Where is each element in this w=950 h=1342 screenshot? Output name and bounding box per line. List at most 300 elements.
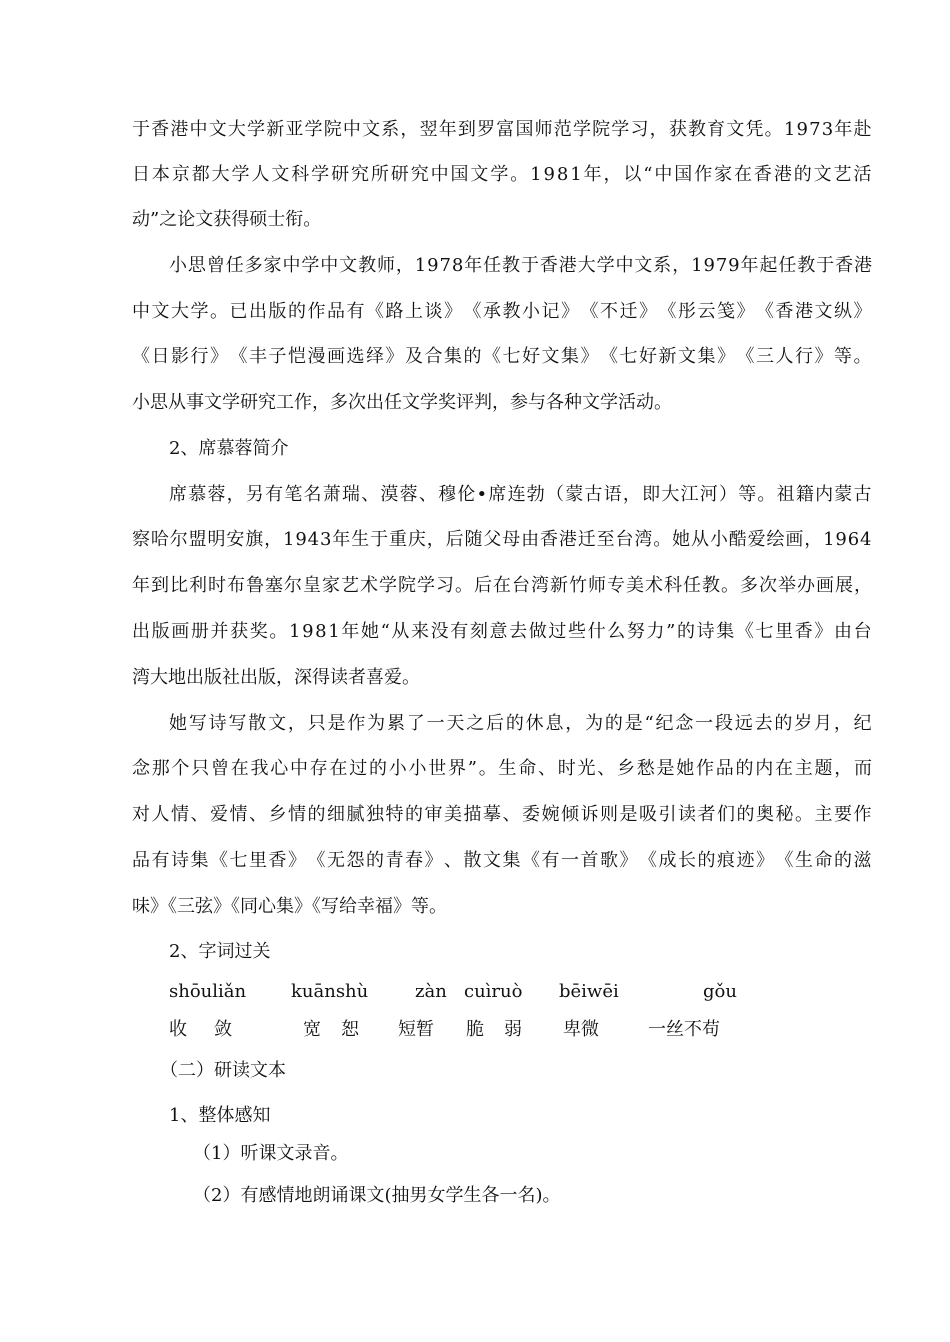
char: 小 [388,758,407,779]
char: 学 [311,164,330,185]
char: 8 [315,621,327,642]
char: 谈 [424,301,443,322]
char: 出 [249,301,267,322]
pinyin-shoulian: shōuliǎn [169,981,247,1002]
char: 的 [505,713,524,734]
char: 。 [510,164,529,185]
char: 》 [853,301,872,322]
char: 师 [588,575,606,596]
char: 港 [170,119,189,140]
char: 中 [189,119,208,140]
char: 吸 [639,804,657,825]
char: 诉 [580,804,599,825]
char: 在 [774,758,793,779]
char: 9 [295,529,307,550]
char: 年 [341,621,360,642]
char: 于 [132,119,150,140]
paragraph-2-line-2 [132,300,872,324]
char: 是 [624,713,643,734]
char: 奥 [756,804,774,825]
heading-text: 2、席慕蓉简介 [169,438,289,459]
char: 什 [587,621,606,642]
char: 大 [227,119,246,140]
char: 于 [370,529,389,550]
char: 描 [463,804,482,825]
char: “ [643,164,653,185]
char: 是 [656,758,675,779]
char: 母 [502,529,521,550]
char: 《 [483,346,501,367]
char: 中 [320,255,339,276]
char: 籍 [795,484,814,505]
char: 学 [596,255,615,276]
char: 以 [623,164,642,185]
char: 要 [834,804,852,825]
char: 成 [658,850,677,871]
char: 都 [191,164,210,185]
paragraph-1-line-1 [132,118,872,142]
paragraph-2-line-3 [132,345,872,369]
char: 院 [592,119,611,140]
char: 等 [834,346,852,367]
char: 获 [668,119,687,140]
char: 绎 [366,346,384,367]
char: 古 [584,484,603,505]
char: 9 [543,164,555,185]
char: 则 [600,804,618,825]
char: 学 [247,119,266,140]
char: 绘 [766,529,785,550]
char: 。 [721,575,739,596]
char: 迁 [619,301,638,322]
char: 有 [265,484,284,505]
char: 》 [717,346,735,367]
char: ， [395,255,414,276]
char: 作 [307,301,326,322]
char: 次 [759,575,777,596]
char: 漫 [307,346,326,367]
char: 1 [570,164,582,185]
char: 到 [457,119,476,140]
char: 、 [502,804,521,825]
char: 文 [814,301,833,322]
char: 萧 [322,484,341,505]
char: 一 [426,713,445,734]
char: ， [649,119,668,140]
char: 记 [541,301,560,322]
char: 即 [642,484,661,505]
paragraph-4-line-5 [132,895,872,919]
char: 多 [740,575,758,596]
char: 》 [580,346,599,367]
char: 文 [726,119,745,140]
char: 画 [785,529,804,550]
char: 明 [207,529,226,550]
char: 写 [188,713,207,734]
char: 天 [446,713,465,734]
char: 里 [775,621,794,642]
char: 《 [229,346,248,367]
char: 4 [860,529,872,550]
char: 集 [444,346,462,367]
char: 《 [736,346,755,367]
char: 港 [558,255,577,276]
char: 。 [764,119,783,140]
char: 、 [418,484,437,505]
char: 七 [755,621,774,642]
char: 里 [249,850,267,871]
char: 》 [385,346,404,367]
char: 1 [328,621,340,642]
char: 散 [248,713,267,734]
char: 岁 [794,713,813,734]
char: 细 [327,804,345,825]
char: 比 [170,575,188,596]
char: （ [546,484,564,505]
char: ， [833,713,852,734]
char: 》 [756,850,774,871]
char: 曾 [211,758,229,779]
char: 一 [695,713,714,734]
heading-text: （二）研读文本 [160,1060,286,1081]
char: 、 [190,804,209,825]
char: 中 [132,301,150,322]
char: 大 [661,484,680,505]
char: 文 [268,713,287,734]
hanzi-beiwei: 卑微 [563,1019,599,1040]
char: 系 [653,255,672,276]
char: 教 [502,301,521,322]
char: 册 [190,621,209,642]
char: 《 [580,301,599,322]
char: 塞 [265,575,283,596]
char: 。 [478,758,497,779]
heading-text: 2、字词过关 [169,941,271,962]
char: 上 [405,301,423,322]
char: 富 [496,119,515,140]
char: 那 [151,758,170,779]
char: 重 [388,529,407,550]
char: 台 [853,621,872,642]
char: 恺 [288,346,306,367]
char: 们 [717,804,735,825]
char: 文 [271,164,290,185]
char: 究 [410,164,429,185]
char: 念 [675,713,694,734]
char: 香 [753,164,772,185]
char: 席 [169,484,187,505]
char: ， [426,529,445,550]
char: 集 [190,850,209,871]
char: 彤 [678,301,696,322]
char: 教 [358,255,377,276]
char: 《 [658,301,677,322]
char: 承 [483,301,501,322]
char: 是 [619,804,638,825]
char: 痕 [717,850,735,871]
char: 瑞 [341,484,360,505]
vocab-hanzi-row [0,1018,950,1042]
step-2 [193,1184,893,1208]
char: 多 [244,255,263,276]
char: 出 [132,621,150,642]
section-heading-vocabulary [169,940,869,964]
char: 纪 [853,713,872,734]
char: 7 [809,119,821,140]
char: 鲁 [246,575,264,596]
char: 她 [360,621,379,642]
char: 年 [583,164,602,185]
char: 7 [439,255,451,276]
char: 作 [853,804,872,825]
char: 生 [498,758,517,779]
char: “ [380,621,390,642]
char: 《 [307,850,326,871]
char: 师 [534,119,553,140]
char: ， [804,529,823,550]
char: 》 [561,301,579,322]
char: 情 [229,804,248,825]
char: 怨 [346,850,365,871]
char: 1 [783,119,796,140]
char: 教 [687,119,706,140]
section-heading-overall [169,1104,869,1128]
char: 只 [307,713,326,734]
char: 命 [814,850,833,871]
hanzi-cui: 脆 [466,1019,484,1040]
char: 。 [210,301,228,322]
char: 于 [520,255,539,276]
char: 国 [450,164,469,185]
char: 湾 [634,529,653,550]
char: 选 [346,346,365,367]
char: 引 [658,804,677,825]
char: 亚 [285,119,304,140]
char: 行 [190,346,209,367]
char: 获 [230,621,249,642]
char: 小 [169,255,187,276]
char: 诗 [171,850,189,871]
char: 》 [639,301,657,322]
char: 香 [151,119,170,140]
char: 做 [528,621,547,642]
char: 月 [814,713,833,734]
char: 版 [151,621,170,642]
char: 日 [132,164,150,185]
char: 中 [290,758,308,779]
pinyin-kuanshu: kuānshù [291,981,369,1002]
char: 师 [376,255,395,276]
hanzi-kuan: 宽 [303,1019,321,1040]
hanzi-duanzan: 短暂 [398,1019,434,1040]
char: 七 [502,346,521,367]
hanzi-shou: 收 [169,1019,187,1040]
char: 活 [853,164,872,185]
char: 《 [132,346,150,367]
char: ， [672,255,691,276]
char: 江 [680,484,699,505]
char: 另 [245,484,264,505]
paragraph-3-line-5 [132,666,872,690]
section-heading-xi-murong [169,437,869,461]
char: 读 [678,804,696,825]
char: 去 [754,713,773,734]
char: 息 [545,713,564,734]
char: 独 [366,804,384,825]
char: 。 [653,529,672,550]
char: 大 [171,301,189,322]
step-1 [193,1142,893,1166]
paragraph-4-line-4 [132,849,872,873]
char: 影 [171,346,189,367]
char: 国 [674,164,693,185]
step-text: （2）有感情地朗诵课文(抽男女学生各一名)。 [193,1185,561,1206]
char: 子 [268,346,287,367]
char: 中 [615,255,634,276]
char: 翌 [419,119,438,140]
char: 她 [672,529,691,550]
char: 写 [228,713,247,734]
char: 青 [385,850,404,871]
paragraph-2-line-4 [132,391,872,415]
char: 滋 [853,850,872,871]
char: 些 [568,621,587,642]
paragraph-2-line-1 [169,254,872,278]
char: 范 [553,119,572,140]
char: 乡 [616,758,635,779]
char: 新 [658,346,677,367]
heading-text: 1、整体感知 [169,1105,271,1126]
char: 的 [366,850,384,871]
char: 术 [360,575,378,596]
char: 题 [814,758,833,779]
char: 段 [714,713,733,734]
char: 愁 [636,758,655,779]
char: 爱 [210,804,228,825]
char: 云 [697,301,716,322]
char: 学 [417,575,435,596]
char: 竹 [569,575,587,596]
char: 古 [853,484,872,505]
char: 育 [707,119,726,140]
char: 后 [486,713,504,734]
char: 主 [794,758,813,779]
char: 她 [169,713,187,734]
char: 9 [427,255,439,276]
char: 文 [151,301,170,322]
char: 凭 [745,119,764,140]
char: 教 [702,575,720,596]
char: 行 [795,346,813,367]
char: 美 [626,575,644,596]
char: 婉 [541,804,560,825]
pinyin-zan: zàn [415,981,447,1002]
char: 审 [424,804,443,825]
char: 学 [490,164,509,185]
char: 7 [715,255,728,276]
char: 9 [703,255,715,276]
char: 的 [676,621,695,642]
char: ， [400,119,419,140]
char: 腻 [346,804,365,825]
char: 作 [347,713,366,734]
hanzi-lian: 敛 [214,1019,232,1040]
char: 画 [327,346,345,367]
char: 小 [522,301,540,322]
char: 学 [379,575,397,596]
section-heading-reading [160,1059,860,1083]
char: 丰 [249,346,267,367]
char: 》 [424,850,443,871]
char: ， [287,713,306,734]
char: 在 [230,758,249,779]
char: 人 [775,346,794,367]
char: 之 [466,713,485,734]
char: 有 [450,621,469,642]
char: 学 [301,255,320,276]
char: 1 [414,255,427,276]
char: 1 [691,255,703,276]
hanzi-yisibugou: 一丝不苟 [648,1019,720,1040]
pinyin-gou: gǒu [703,981,737,1002]
char: 从 [391,621,410,642]
char: 情 [171,804,189,825]
char: 、 [249,804,267,825]
char: 品 [132,850,150,871]
char: 的 [463,346,482,367]
char: 《 [639,850,657,871]
char: 人 [251,164,270,185]
char: 察 [132,529,150,550]
char: 的 [369,758,387,779]
char: 习 [630,119,649,140]
char: 长 [678,850,696,871]
char: 8 [451,255,464,276]
char: 不 [600,301,618,322]
char: 《 [463,301,482,322]
char: 办 [797,575,815,596]
paragraph-3-line-4 [132,620,872,644]
char: 倾 [561,804,579,825]
char: 并 [210,621,229,642]
char: 港 [853,255,872,276]
char: 尔 [169,529,188,550]
char: 罗 [477,119,496,140]
paragraph-1-line-3 [132,208,872,232]
char: 三 [756,346,774,367]
paragraph-4-line-1 [169,712,872,736]
char: 的 [735,758,754,779]
char: 》 [619,850,638,871]
char: 文 [208,119,227,140]
char: 艺 [833,164,852,185]
char: 迁 [577,529,596,550]
char: 学 [231,164,250,185]
char: 为 [585,713,604,734]
char: 1 [823,529,835,550]
char: 诗 [696,621,715,642]
char: 至 [596,529,615,550]
char: 的 [604,713,623,734]
char: 休 [525,713,544,734]
char: 港 [773,164,792,185]
char: 安 [226,529,245,550]
char: 么 [607,621,626,642]
paragraph-4-line-3 [132,803,872,827]
paragraph-3-line-1 [169,483,872,507]
char: 。 [269,621,288,642]
char: 念 [132,758,150,779]
